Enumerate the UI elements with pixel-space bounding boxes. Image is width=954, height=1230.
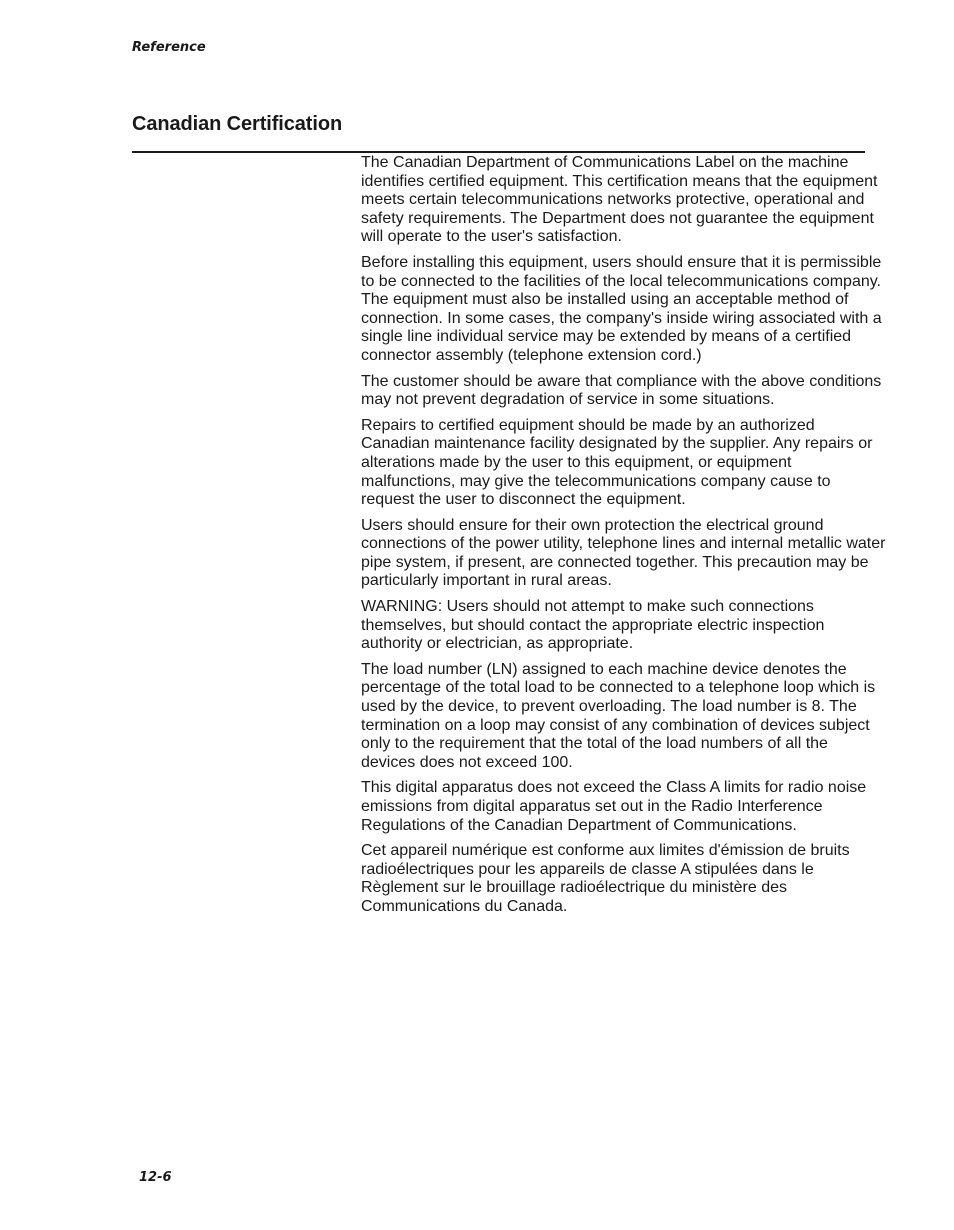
paragraph-warning: WARNING: Users should not attempt to make such connections themselves, but should contact the appropriate electric inspection authority or electrician, as appropriate.	[361, 598, 825, 653]
paragraph-class-a-english: This digital apparatus does not exceed the Class A limits for radio noise emissions from digital apparatus set out in the Radio Interference Regulations of the Canadian Department of Communications.	[361, 779, 867, 834]
section-title: Canadian Certification	[132, 113, 343, 135]
paragraph-class-a-french: Cet appareil numérique est conforme aux limites d'émission de bruits radioélectriques pour les appareils de classe A stipulées dans le Règlement sur le brouillage radioélectrique du ministère des Communications du Canada.	[361, 842, 850, 915]
running-header: Reference	[132, 40, 206, 55]
paragraph-grounding: Users should ensure for their own protection the electrical ground connections of the power utility, telephone lines and internal metallic water pipe system, if present, are connected together. This precaution may be particularly important in rural areas.	[361, 516, 886, 590]
body-text-column	[361, 154, 886, 924]
page-number: 12-6	[139, 1170, 172, 1185]
paragraph-repairs: Repairs to certified equipment should be made by an authorized Canadian maintenance facility designated by the supplier. Any repairs or alterations made by the user to this equipment, or equipment malfunctions, may give the telecommunications company cause to request the user to disconnect the equipment.	[361, 416, 873, 509]
paragraph-certification-label: The Canadian Department of Communications Label on the machine identifies certified equipment. This certification means that the equipment meets certain telecommunications networks protective, operational and safety requirements. The Department does not guarantee the equipment will operate to the user's satisfaction.	[361, 154, 878, 246]
paragraph-compliance: The customer should be aware that compliance with the above conditions may not prevent degradation of service in some situations.	[361, 372, 882, 409]
paragraph-load-number: The load number (LN) assigned to each machine device denotes the percentage of the total load to be connected to a telephone loop which is used by the device, to prevent overloading. The load number is 8. The termination on a loop may consist of any combination of devices subject only to the requirement that the total of the load numbers of all the devices does not exceed 100.	[361, 660, 876, 771]
title-rule	[132, 151, 865, 153]
paragraph-installation: Before installing this equipment, users should ensure that it is permissible to be connected to the facilities of the local telecommunications company. The equipment must also be installed using an acceptable method of connection. In some cases, the company's inside wiring associated with a single line individual service may be extended by means of a certified connector assembly (telephone extension cord.)	[361, 253, 882, 364]
